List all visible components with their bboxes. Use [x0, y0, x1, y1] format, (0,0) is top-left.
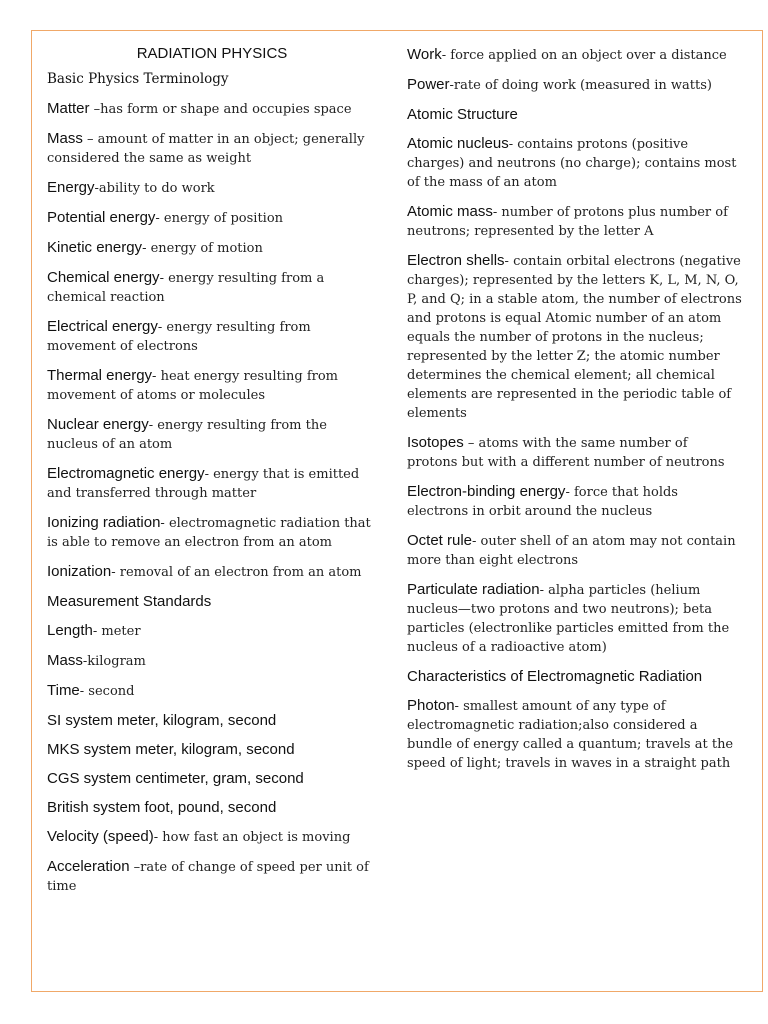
glossary-term: Mass [47, 652, 83, 669]
glossary-definition: - meter [92, 624, 141, 639]
glossary-term: Work [407, 46, 442, 63]
glossary-entry [47, 208, 377, 228]
glossary-entry [407, 251, 742, 423]
glossary-entry [407, 580, 742, 657]
glossary-definition: - second [79, 684, 135, 699]
document-title: RADIATION PHYSICS [136, 45, 288, 62]
glossary-definition: - electromagnetic radiation that is able to remove an electron from an atom [47, 516, 371, 550]
glossary-definition: - number of protons plus number of neutrons; represented by the letter A [407, 205, 728, 239]
glossary-definition: - contains protons (positive charges) and neutrons (no charge); contains most of the mass of an atom [407, 137, 737, 190]
glossary-term: Matter [47, 100, 90, 117]
glossary-entry [407, 531, 742, 570]
glossary-term: Atomic mass [407, 203, 493, 220]
glossary-term: Ionization [47, 563, 112, 580]
glossary-entry [47, 366, 377, 405]
section-heading: CGS system centimeter, gram, second [47, 770, 304, 787]
glossary-entry [47, 99, 377, 119]
glossary-definition: - heat energy resulting from movement of atoms or molecules [47, 369, 339, 403]
glossary-entry [47, 415, 377, 454]
glossary-definition: -rate of doing work (measured in watts) [449, 78, 713, 93]
glossary-definition: - force applied on an object over a distance [441, 48, 727, 63]
glossary-term: Kinetic energy [47, 239, 143, 256]
glossary-term: Octet rule [407, 532, 473, 549]
glossary-entry [47, 238, 377, 258]
glossary-term: Electron-binding energy [407, 483, 566, 500]
glossary-term: Electromagnetic energy [47, 465, 205, 482]
glossary-entry [47, 178, 377, 198]
glossary-term: Length [47, 622, 93, 639]
section-heading: Atomic Structure [407, 106, 518, 123]
glossary-definition: - energy that is emitted and transferred through matter [47, 467, 360, 501]
glossary-entry [47, 857, 377, 896]
glossary-term: Acceleration [47, 858, 130, 875]
glossary-entry [47, 129, 377, 168]
glossary-definition: - alpha particles (helium nucleus—two protons and two neutrons); beta particles (electronlike particles emitted from the nucleus of a radioactive atom) [407, 583, 730, 655]
glossary-definition: - force that holds electrons in orbit around the nucleus [407, 485, 678, 519]
glossary-term: Chemical energy [47, 269, 160, 286]
glossary-term: Nuclear energy [47, 416, 149, 433]
glossary-definition: - removal of an electron from an atom [111, 565, 362, 580]
glossary-term: Particulate radiation [407, 581, 540, 598]
glossary-term: Isotopes [407, 434, 464, 451]
section-heading: SI system meter, kilogram, second [47, 712, 277, 729]
right-column [407, 45, 742, 783]
glossary-entry [407, 75, 742, 95]
glossary-definition: – amount of matter in an object; generally considered the same as weight [47, 132, 365, 166]
glossary-definition: - energy resulting from a chemical reaction [47, 271, 325, 305]
glossary-term: Electron shells [407, 252, 505, 269]
glossary-term: Power [407, 76, 450, 93]
glossary-entry [407, 696, 742, 773]
glossary-definition: – atoms with the same number of protons but with a different number of neutrons [407, 436, 725, 470]
page-border [31, 30, 763, 992]
glossary-term: Mass [47, 130, 83, 147]
glossary-definition: –has form or shape and occupies space [89, 102, 352, 117]
glossary-entry [407, 433, 742, 472]
glossary-term: Time [47, 682, 80, 699]
glossary-entry [47, 268, 377, 307]
glossary-entry [47, 621, 377, 641]
left-column [47, 45, 377, 906]
glossary-definition: - how fast an object is moving [153, 830, 351, 845]
glossary-definition: - smallest amount of any type of electromagnetic radiation;also considered a bundle of energy called a quantum; travels at the speed of light; travels in waves in a straight path [407, 699, 734, 771]
glossary-entry [407, 202, 742, 241]
glossary-definition: - outer shell of an atom may not contain more than eight electrons [407, 534, 736, 568]
glossary-term: Energy [47, 179, 95, 196]
glossary-definition: - energy resulting from the nucleus of an atom [47, 418, 327, 452]
section-subheading: Basic Physics Terminology [47, 71, 229, 87]
glossary-term: Electrical energy [47, 318, 158, 335]
glossary-definition: –rate of change of speed per unit of time [47, 860, 369, 894]
glossary-entry [407, 134, 742, 192]
glossary-term: Velocity (speed) [47, 828, 154, 845]
glossary-term: Photon [407, 697, 455, 714]
right-entries [407, 45, 742, 773]
section-heading: British system foot, pound, second [47, 799, 277, 816]
glossary-entry [47, 651, 377, 671]
glossary-definition: - energy of motion [142, 241, 263, 256]
section-heading: Measurement Standards [47, 593, 212, 610]
section-heading: MKS system meter, kilogram, second [47, 741, 295, 758]
glossary-entry [407, 45, 742, 65]
glossary-entry [47, 464, 377, 503]
glossary-definition: -kilogram [82, 654, 146, 669]
glossary-term: Atomic nucleus [407, 135, 509, 152]
glossary-definition: -ability to do work [94, 181, 215, 196]
glossary-term: Potential energy [47, 209, 156, 226]
glossary-entry [47, 562, 377, 582]
glossary-entry [47, 317, 377, 356]
glossary-entry [47, 513, 377, 552]
glossary-entry [47, 681, 377, 701]
glossary-entry [47, 827, 377, 847]
glossary-definition: - contain orbital electrons (negative charges); represented by the letters K, L, M, N, O, P, and Q; in a stable atom, the number of electrons and protons is equal Atomic number of an atom equals the number of protons in the nucleus; represented by the letter Z; the atomic number determines the chemical element; all chemical elements are represented in the periodic table of elements [407, 254, 742, 421]
left-entries [47, 70, 377, 896]
glossary-term: Thermal energy [47, 367, 153, 384]
glossary-definition: - energy of position [155, 211, 284, 226]
glossary-definition: - energy resulting from movement of electrons [47, 320, 311, 354]
glossary-term: Ionizing radiation [47, 514, 161, 531]
section-heading: Characteristics of Electromagnetic Radiation [407, 668, 703, 685]
glossary-entry [407, 482, 742, 521]
